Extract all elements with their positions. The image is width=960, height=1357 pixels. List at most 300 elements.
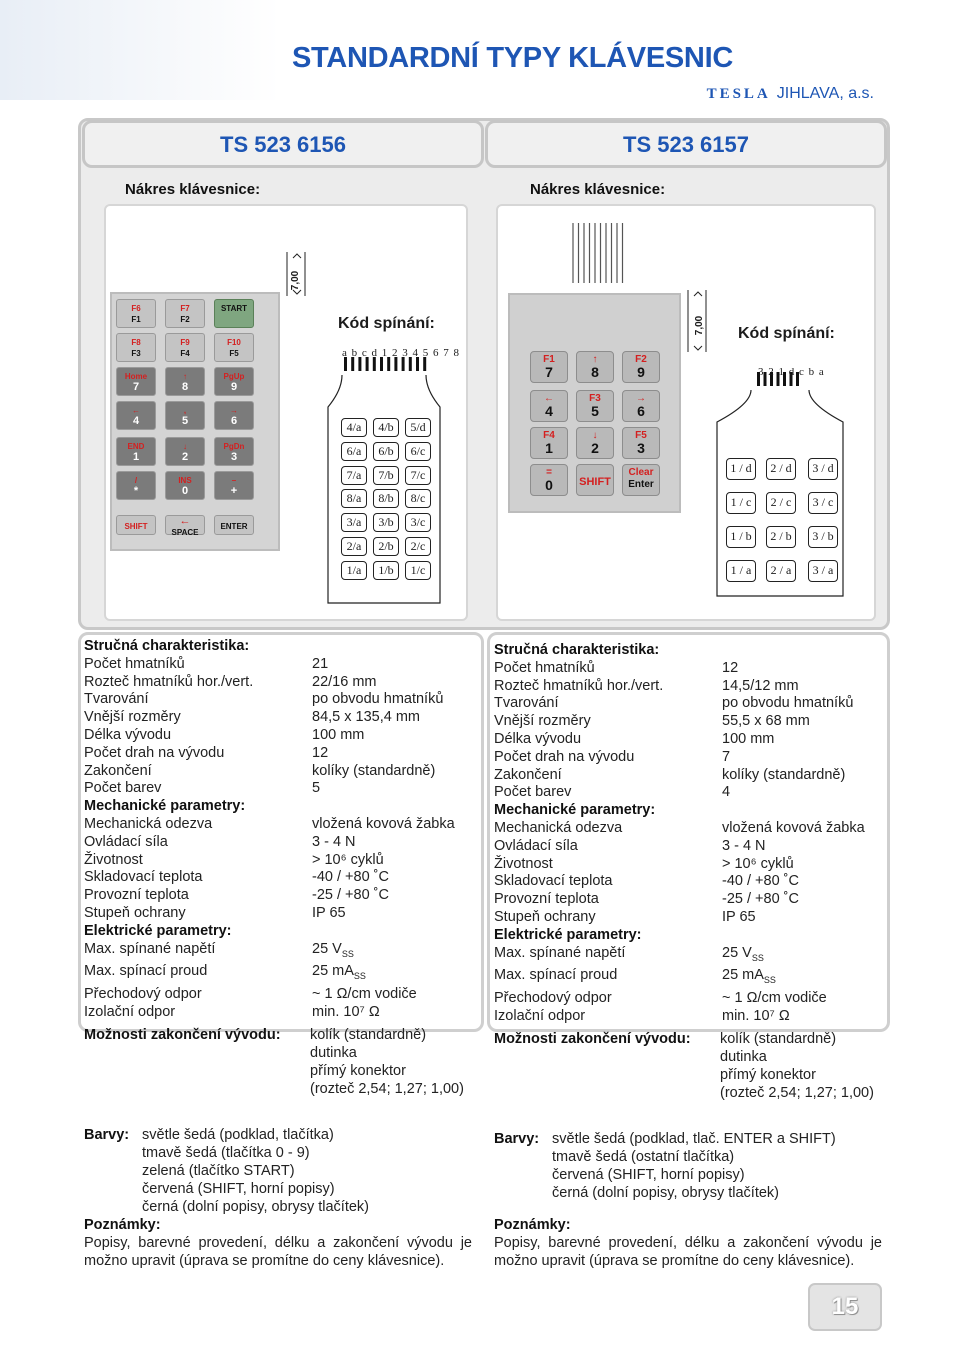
left-code-cell: 3/b <box>373 513 399 532</box>
left-key-main-label: F4 <box>180 349 190 358</box>
left-spec-label: Max. spínané napětí <box>84 940 216 957</box>
left-key-main-label: 7 <box>132 381 140 393</box>
right-code-cell: 2 / d <box>766 458 796 480</box>
right-spec-row <box>494 749 886 767</box>
right-pin-letters: 3 2 1 d c b a <box>758 366 825 378</box>
right-spec-row <box>494 731 886 749</box>
right-spec-row <box>494 678 886 696</box>
right-code-cell: 1 / b <box>726 526 756 548</box>
right-key-top-label: ← <box>544 393 554 404</box>
right-spec-row <box>494 945 886 968</box>
left-key-top-label: Home <box>124 372 148 381</box>
right-spec-value: > 10⁶ cyklů <box>722 855 794 872</box>
right-specs <box>494 642 886 1026</box>
left-code-cell: 8/b <box>373 489 399 508</box>
right-color-item: tmavě šedá (ostatní tlačítka) <box>552 1149 735 1165</box>
right-key-5[interactable] <box>622 390 660 422</box>
left-key-top-label: F6 <box>131 304 141 313</box>
left-code-cell: 6/a <box>341 442 367 461</box>
left-key-top-label: ← <box>132 406 140 415</box>
left-key-13[interactable] <box>165 437 205 466</box>
left-key-top-label: , <box>183 406 187 415</box>
right-spec-label: Izolační odpor <box>494 1007 586 1024</box>
right-key-main-label: SHIFT <box>579 476 611 488</box>
left-term-list <box>310 1026 464 1098</box>
left-key-main-label: 4 <box>132 415 140 427</box>
right-key-2[interactable] <box>622 351 660 383</box>
left-spec-row <box>84 986 482 1004</box>
left-key-top-label: INS <box>178 476 192 485</box>
left-spec-row <box>84 869 482 887</box>
left-code-cell: 7/b <box>373 466 399 485</box>
right-spec-row <box>494 909 886 927</box>
left-spec-label: Ovládací síla <box>84 833 168 850</box>
brand-logo: TESLA <box>706 86 771 102</box>
right-spec-label: Životnost <box>494 855 553 872</box>
right-spec-label: Rozteč hmatníků hor./vert. <box>494 677 664 694</box>
right-spec-row <box>494 713 886 731</box>
right-spec-label: Zakončení <box>494 766 562 783</box>
left-key-main-label: 6 <box>230 415 238 427</box>
right-spec-label: Mechanická odezva <box>494 819 623 836</box>
left-code-cell: 4/a <box>341 418 367 437</box>
left-spec-label: Izolační odpor <box>84 1003 176 1020</box>
left-key-7[interactable] <box>165 367 205 396</box>
right-spec-value: vložená kovová žabka <box>722 819 865 836</box>
left-spec-title: Stručná charakteristika: <box>84 638 250 654</box>
right-spec-row <box>494 1008 886 1026</box>
right-key-top-label: F5 <box>635 430 647 441</box>
left-pin <box>409 357 412 371</box>
left-key-14[interactable] <box>214 437 254 466</box>
right-color-item: červená (SHIFT, horní popisy) <box>552 1167 745 1183</box>
left-model-title: TS 523 6156 <box>82 120 484 168</box>
left-spec-label: Max. spínací proud <box>84 963 208 980</box>
right-dimension-value: 7,00 <box>694 315 706 336</box>
right-color-item: černá (dolní popisy, obrysy tlačítek) <box>552 1185 779 1201</box>
right-spec-value: ~ 1 Ω/cm vodiče <box>722 989 827 1006</box>
right-key-11[interactable] <box>622 464 660 496</box>
left-key-6[interactable] <box>116 367 156 396</box>
left-key-main-label: 5 <box>181 415 189 427</box>
left-key-main-label: F2 <box>180 315 190 324</box>
right-key-top-label: F3 <box>589 393 601 404</box>
right-code-cell: 3 / b <box>808 526 838 548</box>
right-code-label: Kód spínání: <box>738 325 835 342</box>
left-term-item: přímý konektor <box>310 1063 406 1079</box>
right-spec-value: IP 65 <box>722 908 756 925</box>
left-pin <box>380 357 383 371</box>
left-key-top-label: ← <box>179 515 191 527</box>
right-code-cell: 2 / a <box>766 560 796 582</box>
right-spec-value: po obvodu hmatníků <box>722 695 854 712</box>
left-key-main-label: SHIFT <box>124 522 148 531</box>
left-key-4[interactable] <box>165 333 205 362</box>
right-key-main-label: 3 <box>637 440 645 456</box>
left-pin <box>351 357 354 371</box>
left-pin <box>416 357 419 371</box>
right-colors <box>494 1130 894 1202</box>
left-pin <box>423 357 426 371</box>
left-spec-row <box>84 727 482 745</box>
left-spec-row <box>84 763 482 781</box>
right-spec-value: -40 / +80 ˚C <box>722 873 799 890</box>
right-spec-row <box>494 856 886 874</box>
left-spec-label: Počet barev <box>84 780 162 797</box>
right-spec-label: Ovládací síla <box>494 837 578 854</box>
left-spec-value: 22/16 mm <box>312 673 377 690</box>
left-key-19[interactable] <box>165 515 205 535</box>
left-colors-list <box>142 1126 369 1216</box>
right-spec-label: Vnější rozměry <box>494 713 591 730</box>
right-code-cell: 3 / d <box>808 458 838 480</box>
left-key-top-label: / <box>134 476 138 485</box>
right-spec-value: 4 <box>722 784 731 801</box>
left-pin-letters: a b c d 1 2 3 4 5 6 7 8 <box>342 347 461 359</box>
left-code-cell: 8/a <box>341 489 367 508</box>
left-color-item: světle šedá (podklad, tlačítka) <box>142 1127 334 1143</box>
left-key-top-label: PgUp <box>223 372 245 381</box>
left-code-cell: 7/a <box>341 466 367 485</box>
right-term-list <box>720 1030 874 1102</box>
right-spec-label: Délka vývodu <box>494 730 582 747</box>
left-color-item: zelená (tlačítko START) <box>142 1163 295 1179</box>
company-location: JIHLAVA, a.s. <box>776 85 874 102</box>
left-key-1[interactable] <box>165 299 205 328</box>
left-specs <box>84 638 482 1022</box>
left-colors <box>84 1126 484 1216</box>
right-spec-row <box>494 660 886 678</box>
right-key-main-label: Enter <box>628 479 654 490</box>
right-spec-label: Tvarování <box>494 695 559 712</box>
left-spec-label: Rozteč hmatníků hor./vert. <box>84 673 254 690</box>
left-key-12[interactable] <box>116 437 156 466</box>
right-spec-row <box>494 873 886 891</box>
left-key-main-label: F3 <box>131 349 141 358</box>
right-spec-label: Provozní teplota <box>494 891 599 908</box>
right-spec-value: kolíky (standardně) <box>722 766 846 783</box>
left-code-cell: 4/b <box>373 418 399 437</box>
left-key-5[interactable] <box>214 333 254 362</box>
left-code-label: Kód spínání: <box>338 315 435 332</box>
right-key-main-label: 1 <box>545 440 553 456</box>
left-spec-label: Stupeň ochrany <box>84 904 186 921</box>
left-code-cell: 6/c <box>405 442 431 461</box>
left-spec-row <box>84 1004 482 1022</box>
left-spec-row <box>84 780 482 798</box>
right-spec-value: 25 $mA_{SS}$ <box>722 967 776 986</box>
left-pin <box>366 357 369 371</box>
right-term-item: (rozteč 2,54; 1,27; 1,00) <box>720 1085 874 1101</box>
left-spec-row <box>84 656 482 674</box>
left-spec-value: 84,5 x 135,4 mm <box>312 709 420 726</box>
right-spec-label: Přechodový odpor <box>494 989 612 1006</box>
right-spec-value: 12 <box>722 659 739 676</box>
left-spec-value: 12 <box>312 744 329 761</box>
right-color-item: světle šedá (podklad, tlač. ENTER a SHIFT) <box>552 1131 836 1147</box>
left-spec-value: ~ 1 Ω/cm vodiče <box>312 985 417 1002</box>
right-spec-value: 100 mm <box>722 730 775 747</box>
left-spec-label: Počet hmatníků <box>84 655 185 672</box>
right-spec-label: Max. spínací proud <box>494 967 618 984</box>
left-spec-value: 3 - 4 N <box>312 833 356 850</box>
left-key-top-label: F8 <box>131 338 141 347</box>
left-spec-label: Provozní teplota <box>84 887 189 904</box>
right-spec-label: Počet drah na vývodu <box>494 748 635 765</box>
left-pin <box>394 357 397 371</box>
subscript: SS <box>353 971 366 982</box>
left-key-18[interactable] <box>116 515 156 535</box>
left-elec-title: Elektrické parametry: <box>84 922 232 939</box>
left-spec-value: > 10⁶ cyklů <box>312 851 384 868</box>
left-spec-value: po obvodu hmatníků <box>312 691 444 708</box>
right-notes: Popisy, barevné provedení, délku a zakončení vývodu je možno upravit (úprava se promítne do ceny klávesnice). <box>494 1235 882 1269</box>
left-bottom <box>84 1026 484 1270</box>
left-key-15[interactable] <box>116 471 156 500</box>
right-drawing-label: Nákres klávesnice: <box>530 181 666 198</box>
right-term-item: kolík (standardně) <box>720 1031 837 1047</box>
left-key-16[interactable] <box>165 471 205 500</box>
left-spec-label: Délka vývodu <box>84 726 172 743</box>
left-spec-row <box>84 963 482 986</box>
right-spec-label: Stupeň ochrany <box>494 908 596 925</box>
left-spec-value: IP 65 <box>312 904 346 921</box>
left-term-item: kolík (standardně) <box>310 1027 427 1043</box>
right-spec-row <box>494 767 886 785</box>
left-key-main-label: 2 <box>181 451 189 463</box>
left-color-item: tmavě šedá (tlačítka 0 - 9) <box>142 1145 310 1161</box>
right-spec-value: -25 / +80 ˚C <box>722 891 799 908</box>
left-code-cell: 2/b <box>373 537 399 556</box>
left-code-cell: 6/b <box>373 442 399 461</box>
left-spec-value: vložená kovová žabka <box>312 815 455 832</box>
right-code-cell: 1 / a <box>726 560 756 582</box>
left-key-top-label: PgDn <box>223 442 245 451</box>
left-spec-label: Počet drah na vývodu <box>84 744 225 761</box>
left-spec-value: kolíky (standardně) <box>312 762 436 779</box>
left-key-20[interactable] <box>214 515 254 535</box>
right-spec-row <box>494 820 886 838</box>
left-key-top-label: ↑ <box>183 372 187 381</box>
left-key-main-label: F1 <box>131 315 141 324</box>
right-spec-value: 25 $V_{SS}$ <box>722 944 764 963</box>
left-notes-title: Poznámky: <box>84 1217 161 1233</box>
left-colors-title: Barvy: <box>84 1127 130 1143</box>
left-drawing-label: Nákres klávesnice: <box>125 181 261 198</box>
right-elec-title: Elektrické parametry: <box>494 926 642 943</box>
right-code-cell: 1 / d <box>726 458 756 480</box>
left-spec-row <box>84 834 482 852</box>
right-key-main-label: 6 <box>637 403 645 419</box>
left-key-main-label: 9 <box>230 381 238 393</box>
right-spec-row <box>494 838 886 856</box>
left-key-top-label: F9 <box>180 338 190 347</box>
right-key-10[interactable] <box>576 464 614 496</box>
left-spec-row <box>84 905 482 923</box>
left-key-10[interactable] <box>165 401 205 430</box>
left-spec-value: -25 / +80 ˚C <box>312 887 389 904</box>
right-spec-row <box>494 891 886 909</box>
right-code-cell: 2 / b <box>766 526 796 548</box>
right-key-main-label: 8 <box>591 364 599 380</box>
right-key-top-label: Clear <box>628 467 654 478</box>
right-code-cell: 2 / c <box>766 492 796 514</box>
left-key-main-label: 1 <box>132 451 140 463</box>
left-key-2[interactable] <box>214 299 254 328</box>
left-spec-row <box>84 852 482 870</box>
right-key-main-label: 4 <box>545 403 553 419</box>
left-key-top-label: – <box>231 476 237 485</box>
right-spec-label: Počet hmatníků <box>494 659 595 676</box>
subscript: SS <box>751 952 764 963</box>
right-term-item: dutinka <box>720 1049 767 1065</box>
right-key-top-label: → <box>636 393 646 404</box>
left-key-main-label: + <box>230 485 238 497</box>
right-key-1[interactable] <box>576 351 614 383</box>
left-term-item: dutinka <box>310 1045 357 1061</box>
left-spec-value: 25 $V_{SS}$ <box>312 940 354 959</box>
page-number: 15 <box>808 1283 882 1331</box>
left-key-main-label: 0 <box>181 485 189 497</box>
right-spec-value: 7 <box>722 748 731 765</box>
left-key-3[interactable] <box>116 333 156 362</box>
subscript: SS <box>341 948 354 959</box>
right-key-main-label: 0 <box>545 477 553 493</box>
right-term-title: Možnosti zakončení vývodu: <box>494 1031 691 1047</box>
left-code-cell: 2/a <box>341 537 367 556</box>
page-title: STANDARDNÍ TYPY KLÁVESNIC <box>292 42 733 74</box>
right-key-top-label: F4 <box>543 430 555 441</box>
right-ribbon <box>565 205 631 295</box>
right-spec-row <box>494 695 886 713</box>
left-key-top-label: F7 <box>180 304 190 313</box>
right-key-top-label: ↑ <box>592 354 598 365</box>
left-color-item: černá (dolní popisy, obrysy tlačítek) <box>142 1199 369 1215</box>
right-key-main-label: 5 <box>591 403 599 419</box>
left-spec-row <box>84 709 482 727</box>
right-term-item: přímý konektor <box>720 1067 816 1083</box>
left-code-cell: 7/c <box>405 466 431 485</box>
right-key-7[interactable] <box>576 427 614 459</box>
left-spec-label: Skladovací teplota <box>84 869 203 886</box>
left-spec-row <box>84 691 482 709</box>
subscript: SS <box>763 975 776 986</box>
right-key-9[interactable] <box>530 464 568 496</box>
left-spec-label: Mechanická odezva <box>84 815 213 832</box>
right-key-6[interactable] <box>530 427 568 459</box>
right-spec-row <box>494 784 886 802</box>
left-spec-row <box>84 674 482 692</box>
left-spec-row <box>84 941 482 964</box>
right-spec-title: Stručná charakteristika: <box>494 642 660 658</box>
right-spec-value: 3 - 4 N <box>722 837 766 854</box>
right-code-cell: 3 / c <box>808 492 838 514</box>
right-spec-row <box>494 967 886 990</box>
left-color-item: červená (SHIFT, horní popisy) <box>142 1181 335 1197</box>
right-model-title: TS 523 6157 <box>485 120 887 168</box>
left-key-main-label: 8 <box>181 381 189 393</box>
left-key-9[interactable] <box>116 401 156 430</box>
left-key-top-label: F10 <box>227 338 241 347</box>
left-spec-value: 21 <box>312 655 329 672</box>
left-key-main-label: START <box>220 304 248 313</box>
left-code-cell: 8/c <box>405 489 431 508</box>
right-spec-row <box>494 990 886 1008</box>
left-pin <box>387 357 390 371</box>
left-code-cell: 2/c <box>405 537 431 556</box>
left-spec-label: Přechodový odpor <box>84 985 202 1002</box>
left-spec-row <box>84 887 482 905</box>
left-code-cell: 1/b <box>373 561 399 580</box>
left-notes: Popisy, barevné provedení, délku a zakončení vývodu je možno upravit (úprava se promítne do ceny klávesnice). <box>84 1235 472 1269</box>
header-gradient <box>0 0 280 100</box>
left-key-main-label: * <box>133 485 139 497</box>
left-spec-label: Zakončení <box>84 762 152 779</box>
left-code-cell: 1/c <box>405 561 431 580</box>
left-spec-value: -40 / +80 ˚C <box>312 869 389 886</box>
left-key-17[interactable] <box>214 471 254 500</box>
left-spec-label: Životnost <box>84 851 143 868</box>
left-pin <box>344 357 347 371</box>
right-code-cell: 1 / c <box>726 492 756 514</box>
left-pin <box>402 357 405 371</box>
right-key-main-label: 7 <box>545 364 553 380</box>
left-key-main-label: ENTER <box>220 522 248 531</box>
right-key-main-label: 9 <box>637 364 645 380</box>
right-key-3[interactable] <box>530 390 568 422</box>
right-spec-value: 55,5 x 68 mm <box>722 713 810 730</box>
right-spec-value: min. 10⁷ Ω <box>722 1007 790 1024</box>
left-key-0[interactable] <box>116 299 156 328</box>
right-termination <box>494 1030 894 1102</box>
left-term-title: Možnosti zakončení vývodu: <box>84 1027 281 1043</box>
left-dimension-value: 7,00 <box>290 270 302 291</box>
company-name <box>707 85 874 103</box>
left-code-cell: 3/c <box>405 513 431 532</box>
right-key-top-label: = <box>546 467 552 478</box>
right-key-top-label: ↓ <box>592 430 598 441</box>
left-spec-value: 25 $mA_{SS}$ <box>312 963 366 982</box>
left-key-11[interactable] <box>214 401 254 430</box>
left-key-main-label: F5 <box>229 349 239 358</box>
left-code-cell: 1/a <box>341 561 367 580</box>
left-term-item: (rozteč 2,54; 1,27; 1,00) <box>310 1081 464 1097</box>
right-key-main-label: 2 <box>591 440 599 456</box>
right-colors-title: Barvy: <box>494 1131 540 1147</box>
left-spec-row <box>84 816 482 834</box>
right-spec-value: 14,5/12 mm <box>722 677 799 694</box>
right-key-8[interactable] <box>622 427 660 459</box>
right-key-0[interactable] <box>530 351 568 383</box>
right-bottom <box>494 1030 894 1270</box>
right-key-top-label: F2 <box>635 354 647 365</box>
right-spec-label: Počet barev <box>494 784 572 801</box>
left-key-8[interactable] <box>214 367 254 396</box>
right-key-4[interactable] <box>576 390 614 422</box>
right-code-cell: 3 / a <box>808 560 838 582</box>
left-spec-value: 5 <box>312 780 321 797</box>
left-spec-label: Vnější rozměry <box>84 709 181 726</box>
left-spec-value: min. 10⁷ Ω <box>312 1003 380 1020</box>
left-key-top-label: END <box>127 442 145 451</box>
left-pin <box>358 357 361 371</box>
left-spec-row <box>84 745 482 763</box>
right-mech-title: Mechanické parametry: <box>494 802 656 819</box>
right-key-top-label: F1 <box>543 354 555 365</box>
left-termination <box>84 1026 484 1098</box>
right-notes-title: Poznámky: <box>494 1217 571 1233</box>
left-spec-label: Tvarování <box>84 691 149 708</box>
